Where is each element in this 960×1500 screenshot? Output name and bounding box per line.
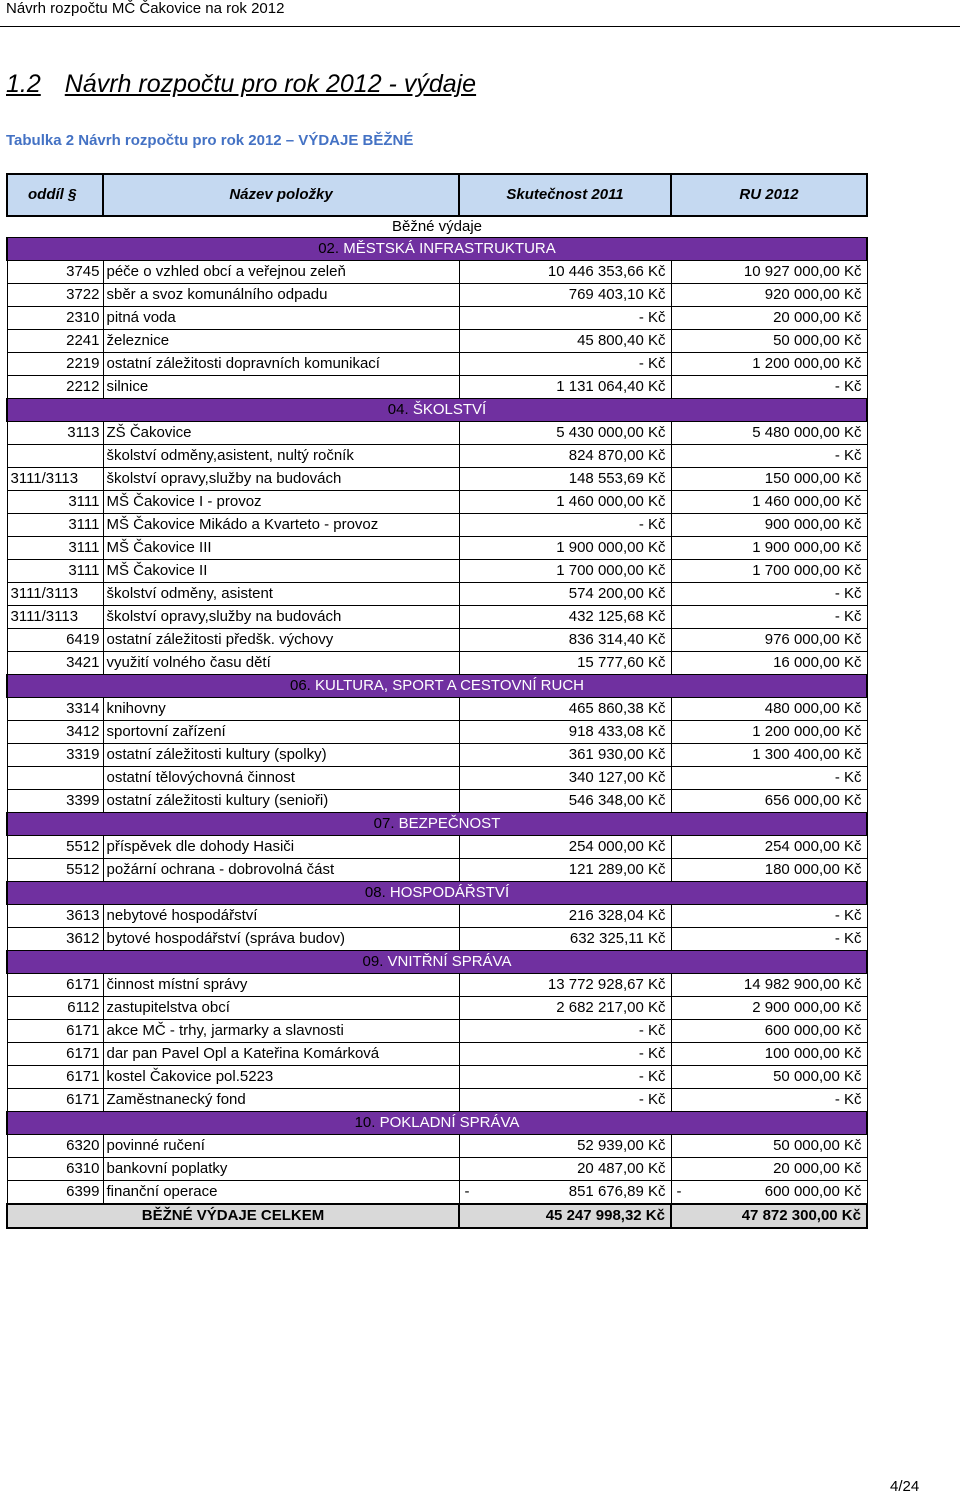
row-actual-value: 5 430 000,00 Kč — [556, 424, 666, 441]
negative-sign: - — [464, 1183, 470, 1200]
row-budget — [671, 307, 867, 330]
row-budget — [671, 1135, 867, 1158]
row-budget-value: 1 200 000,00 Kč — [752, 355, 862, 372]
row-name: ostatní záležitosti dopravních komunikací — [103, 353, 459, 376]
table-row — [7, 606, 867, 629]
row-code: 3111 — [7, 514, 103, 537]
section-label-row — [7, 216, 867, 238]
row-actual-value: 254 000,00 Kč — [568, 838, 666, 855]
row-budget — [671, 491, 867, 514]
row-actual-value: - Kč — [638, 309, 666, 326]
row-actual — [459, 284, 671, 307]
row-actual — [459, 583, 671, 606]
row-code: 5512 — [7, 836, 103, 859]
row-actual — [459, 928, 671, 951]
row-budget-value: 1 900 000,00 Kč — [752, 539, 862, 556]
row-code — [7, 445, 103, 468]
row-budget — [671, 698, 867, 721]
row-actual-value: 1 900 000,00 Kč — [556, 539, 666, 556]
row-actual-value: 340 127,00 Kč — [568, 769, 666, 786]
row-budget-value: - Kč — [834, 769, 862, 786]
row-budget — [671, 1066, 867, 1089]
table-row — [7, 744, 867, 767]
row-actual — [459, 560, 671, 583]
row-actual — [459, 652, 671, 675]
row-budget — [671, 1020, 867, 1043]
table-row — [7, 445, 867, 468]
row-code: 3111/3113 — [7, 468, 103, 491]
row-budget-value: - Kč — [834, 608, 862, 625]
row-actual — [459, 629, 671, 652]
table-row — [7, 721, 867, 744]
row-actual-value: 769 403,10 Kč — [568, 286, 666, 303]
row-budget-value: 20 000,00 Kč — [773, 1160, 862, 1177]
row-actual-value: 15 777,60 Kč — [577, 654, 666, 671]
row-actual — [459, 376, 671, 399]
column-header-code: oddíl § — [7, 174, 103, 216]
row-budget — [671, 422, 867, 445]
row-budget — [671, 1158, 867, 1181]
category-title — [7, 951, 867, 974]
row-actual-value: 1 131 064,40 Kč — [556, 378, 666, 395]
row-actual — [459, 261, 671, 284]
row-actual — [459, 1135, 671, 1158]
row-budget-value: 254 000,00 Kč — [764, 838, 862, 855]
table-row — [7, 790, 867, 813]
table-row — [7, 491, 867, 514]
row-actual-value: - Kč — [638, 355, 666, 372]
row-budget — [671, 560, 867, 583]
row-actual-value: - Kč — [638, 1022, 666, 1039]
row-actual-value: - Kč — [638, 516, 666, 533]
category-name: HOSPODÁŘSTVÍ — [389, 884, 510, 901]
row-budget — [671, 606, 867, 629]
row-actual-value: 10 446 353,66 Kč — [547, 263, 666, 280]
row-budget-value: - Kč — [834, 1091, 862, 1108]
category-name: MĚSTSKÁ INFRASTRUKTURA — [343, 240, 556, 257]
row-budget — [671, 537, 867, 560]
row-budget-value: 16 000,00 Kč — [773, 654, 862, 671]
row-name: bytové hospodářství (správa budov) — [103, 928, 459, 951]
budget-table — [6, 173, 868, 1229]
row-actual — [459, 1089, 671, 1112]
category-title — [7, 882, 867, 905]
row-code: 3111 — [7, 491, 103, 514]
row-name: sběr a svoz komunálního odpadu — [103, 284, 459, 307]
row-actual — [459, 1066, 671, 1089]
row-actual-value: 148 553,69 Kč — [568, 470, 666, 487]
category-row — [7, 951, 867, 974]
row-code: 3111 — [7, 537, 103, 560]
row-actual — [459, 537, 671, 560]
category-title — [7, 399, 867, 422]
row-name: ostatní záležitosti kultury (senioři) — [103, 790, 459, 813]
row-name: využití volného času dětí — [103, 652, 459, 675]
row-code: 3421 — [7, 652, 103, 675]
row-name: školství odměny,asistent, nultý ročník — [103, 445, 459, 468]
row-name: školství opravy,služby na budovách — [103, 468, 459, 491]
row-name: péče o vzhled obcí a veřejnou zeleň — [103, 261, 459, 284]
row-actual — [459, 836, 671, 859]
row-budget — [671, 261, 867, 284]
row-name: kostel Čakovice pol.5223 — [103, 1066, 459, 1089]
row-actual — [459, 1020, 671, 1043]
row-code: 3722 — [7, 284, 103, 307]
row-budget-value: 1 200 000,00 Kč — [752, 723, 862, 740]
row-code: 3111/3113 — [7, 583, 103, 606]
row-budget-value: 50 000,00 Kč — [773, 1137, 862, 1154]
category-row — [7, 1112, 867, 1135]
row-budget — [671, 445, 867, 468]
row-code: 5512 — [7, 859, 103, 882]
category-number: 07. — [373, 815, 395, 832]
row-actual-value: 1 700 000,00 Kč — [556, 562, 666, 579]
page-header: Návrh rozpočtu MČ Čakovice na rok 2012 — [6, 0, 285, 17]
category-row — [7, 813, 867, 836]
total-row — [7, 1204, 867, 1228]
table-row — [7, 422, 867, 445]
row-budget-value: 1 300 400,00 Kč — [752, 746, 862, 763]
row-budget-value: - Kč — [834, 447, 862, 464]
table-row — [7, 1089, 867, 1112]
row-actual-value: 45 800,40 Kč — [577, 332, 666, 349]
row-code: 2241 — [7, 330, 103, 353]
row-budget-value: 480 000,00 Kč — [764, 700, 862, 717]
row-code: 3412 — [7, 721, 103, 744]
table-row — [7, 537, 867, 560]
row-actual — [459, 1181, 671, 1205]
row-name: silnice — [103, 376, 459, 399]
category-number: 04. — [387, 401, 409, 418]
row-actual — [459, 353, 671, 376]
row-name: povinné ručení — [103, 1135, 459, 1158]
row-code: 3745 — [7, 261, 103, 284]
table-row — [7, 1043, 867, 1066]
row-budget-value: - Kč — [834, 930, 862, 947]
category-title — [7, 813, 867, 836]
category-name: KULTURA, SPORT A CESTOVNÍ RUCH — [315, 677, 584, 694]
row-budget — [671, 767, 867, 790]
row-budget — [671, 721, 867, 744]
row-actual-value: 361 930,00 Kč — [568, 746, 666, 763]
row-budget — [671, 583, 867, 606]
row-actual-value: 632 325,11 Kč — [569, 930, 666, 947]
row-code: 2310 — [7, 307, 103, 330]
row-name: ZŠ Čakovice — [103, 422, 459, 445]
row-budget-value: 14 982 900,00 Kč — [743, 976, 862, 993]
row-budget-value: 600 000,00 Kč — [764, 1183, 862, 1200]
row-code: 6171 — [7, 1020, 103, 1043]
row-name: činnost místní správy — [103, 974, 459, 997]
category-number: 09. — [362, 953, 384, 970]
table-row — [7, 974, 867, 997]
column-header-actual: Skutečnost 2011 — [459, 174, 671, 216]
table-row — [7, 261, 867, 284]
category-title — [7, 238, 867, 261]
row-name: požární ochrana - dobrovolná část — [103, 859, 459, 882]
row-code: 6320 — [7, 1135, 103, 1158]
table-row — [7, 1181, 867, 1205]
row-actual — [459, 445, 671, 468]
row-budget — [671, 330, 867, 353]
section-number: 1.2 — [6, 70, 41, 98]
table-row — [7, 1135, 867, 1158]
table-row — [7, 1066, 867, 1089]
section-title: Návrh rozpočtu pro rok 2012 - výdaje — [64, 70, 477, 98]
row-name: železnice — [103, 330, 459, 353]
row-name: MŠ Čakovice II — [103, 560, 459, 583]
category-name: BEZPEČNOST — [398, 815, 501, 832]
category-number: 02. — [318, 240, 340, 257]
row-actual-value: 2 682 217,00 Kč — [556, 999, 666, 1016]
row-name: sportovní zařízení — [103, 721, 459, 744]
category-number: 10. — [354, 1114, 376, 1131]
table-row — [7, 353, 867, 376]
row-code: 3314 — [7, 698, 103, 721]
row-name: akce MČ - trhy, jarmarky a slavnosti — [103, 1020, 459, 1043]
row-budget-value: 180 000,00 Kč — [764, 861, 862, 878]
row-code: 3399 — [7, 790, 103, 813]
row-budget — [671, 514, 867, 537]
row-budget-value: 100 000,00 Kč — [764, 1045, 862, 1062]
row-actual — [459, 767, 671, 790]
table-row — [7, 1020, 867, 1043]
row-actual-value: 824 870,00 Kč — [568, 447, 666, 464]
row-actual-value: 546 348,00 Kč — [568, 792, 666, 809]
row-name: bankovní poplatky — [103, 1158, 459, 1181]
row-budget-value: 976 000,00 Kč — [764, 631, 862, 648]
row-budget — [671, 284, 867, 307]
row-code: 6171 — [7, 1043, 103, 1066]
row-actual-value: 432 125,68 Kč — [568, 608, 666, 625]
row-budget — [671, 974, 867, 997]
row-code: 6112 — [7, 997, 103, 1020]
row-code: 6171 — [7, 1089, 103, 1112]
category-row — [7, 675, 867, 698]
row-name: MŠ Čakovice I - provoz — [103, 491, 459, 514]
row-budget — [671, 376, 867, 399]
table-row — [7, 652, 867, 675]
section-heading — [6, 70, 476, 99]
category-row — [7, 882, 867, 905]
row-actual — [459, 997, 671, 1020]
row-actual — [459, 1158, 671, 1181]
table-row — [7, 836, 867, 859]
row-actual-value: 121 289,00 Kč — [568, 861, 666, 878]
row-name: zastupitelstva obcí — [103, 997, 459, 1020]
row-budget — [671, 652, 867, 675]
table-header-row — [7, 174, 867, 216]
row-actual — [459, 1043, 671, 1066]
row-actual-value: 851 676,89 Kč — [568, 1183, 666, 1200]
table-row — [7, 928, 867, 951]
row-budget-value: - Kč — [834, 378, 862, 395]
row-code: 2212 — [7, 376, 103, 399]
row-name: Zaměstnanecký fond — [103, 1089, 459, 1112]
table-row — [7, 1158, 867, 1181]
row-actual-value: 574 200,00 Kč — [568, 585, 666, 602]
row-budget-value: 2 900 000,00 Kč — [752, 999, 862, 1016]
row-code: 6419 — [7, 629, 103, 652]
row-actual-value: - Kč — [638, 1091, 666, 1108]
row-actual-value: 1 460 000,00 Kč — [556, 493, 666, 510]
row-actual — [459, 514, 671, 537]
section-label: Běžné výdaje — [7, 216, 867, 238]
total-budget: 47 872 300,00 Kč — [671, 1204, 867, 1228]
row-budget-value: 1 700 000,00 Kč — [752, 562, 862, 579]
row-budget — [671, 928, 867, 951]
category-name: VNITŘNÍ SPRÁVA — [387, 953, 512, 970]
row-budget — [671, 836, 867, 859]
row-actual-value: 20 487,00 Kč — [577, 1160, 666, 1177]
row-actual-value: - Kč — [638, 1045, 666, 1062]
row-actual — [459, 307, 671, 330]
row-budget-value: 600 000,00 Kč — [764, 1022, 862, 1039]
row-code: 6171 — [7, 1066, 103, 1089]
table-row — [7, 560, 867, 583]
row-budget — [671, 629, 867, 652]
row-code: 6310 — [7, 1158, 103, 1181]
category-row — [7, 238, 867, 261]
category-name: ŠKOLSTVÍ — [412, 401, 487, 418]
row-budget — [671, 353, 867, 376]
row-budget — [671, 1181, 867, 1205]
row-budget — [671, 744, 867, 767]
table-row — [7, 905, 867, 928]
row-actual — [459, 468, 671, 491]
table-row — [7, 698, 867, 721]
row-code: 3612 — [7, 928, 103, 951]
row-code: 6171 — [7, 974, 103, 997]
row-budget-value: - Kč — [834, 907, 862, 924]
row-actual — [459, 790, 671, 813]
row-budget — [671, 468, 867, 491]
row-actual — [459, 330, 671, 353]
column-header-name: Název položky — [103, 174, 459, 216]
row-actual — [459, 698, 671, 721]
row-actual-value: - Kč — [638, 1068, 666, 1085]
category-name: POKLADNÍ SPRÁVA — [379, 1114, 520, 1131]
row-actual-value: 918 433,08 Kč — [568, 723, 666, 740]
row-actual-value: 465 860,38 Kč — [568, 700, 666, 717]
row-budget-value: 656 000,00 Kč — [764, 792, 862, 809]
row-name: školství opravy,služby na budovách — [103, 606, 459, 629]
row-actual-value: 216 328,04 Kč — [568, 907, 666, 924]
row-budget-value: 150 000,00 Kč — [764, 470, 862, 487]
row-actual — [459, 721, 671, 744]
header-rule — [0, 26, 960, 27]
row-budget — [671, 997, 867, 1020]
row-actual — [459, 744, 671, 767]
row-code: 3111/3113 — [7, 606, 103, 629]
row-code: 6399 — [7, 1181, 103, 1205]
category-number: 08. — [364, 884, 386, 901]
row-code: 2219 — [7, 353, 103, 376]
row-name: školství odměny, asistent — [103, 583, 459, 606]
row-name: MŠ Čakovice III — [103, 537, 459, 560]
row-budget-value: 10 927 000,00 Kč — [743, 263, 862, 280]
row-name: nebytové hospodářství — [103, 905, 459, 928]
row-budget-value: 900 000,00 Kč — [764, 516, 862, 533]
category-title — [7, 675, 867, 698]
table-row — [7, 997, 867, 1020]
row-name: ostatní záležitosti předšk. výchovy — [103, 629, 459, 652]
row-name: ostatní tělovýchovná činnost — [103, 767, 459, 790]
row-name: finanční operace — [103, 1181, 459, 1205]
row-code: 3111 — [7, 560, 103, 583]
row-name: pitná voda — [103, 307, 459, 330]
row-budget-value: 920 000,00 Kč — [764, 286, 862, 303]
category-number: 06. — [290, 677, 311, 694]
total-actual: 45 247 998,32 Kč — [459, 1204, 671, 1228]
table-row — [7, 859, 867, 882]
table-row — [7, 307, 867, 330]
row-budget-value: 50 000,00 Kč — [773, 332, 862, 349]
table-row — [7, 514, 867, 537]
row-actual-value: 52 939,00 Kč — [577, 1137, 666, 1154]
row-budget — [671, 859, 867, 882]
row-budget — [671, 905, 867, 928]
row-budget-value: - Kč — [834, 585, 862, 602]
row-budget — [671, 1043, 867, 1066]
row-actual — [459, 606, 671, 629]
row-actual-value: 836 314,40 Kč — [568, 631, 666, 648]
row-actual — [459, 859, 671, 882]
category-title — [7, 1112, 867, 1135]
table-row — [7, 583, 867, 606]
category-row — [7, 399, 867, 422]
negative-sign: - — [676, 1183, 682, 1200]
row-actual — [459, 491, 671, 514]
row-actual — [459, 974, 671, 997]
column-header-budget: RU 2012 — [671, 174, 867, 216]
row-actual — [459, 422, 671, 445]
row-name: knihovny — [103, 698, 459, 721]
row-code: 3113 — [7, 422, 103, 445]
row-budget — [671, 790, 867, 813]
table-row — [7, 376, 867, 399]
row-code: 3613 — [7, 905, 103, 928]
row-budget — [671, 1089, 867, 1112]
row-name: ostatní záležitosti kultury (spolky) — [103, 744, 459, 767]
total-label: BĚŽNÉ VÝDAJE CELKEM — [7, 1204, 459, 1228]
row-budget-value: 50 000,00 Kč — [773, 1068, 862, 1085]
table-caption: Tabulka 2 Návrh rozpočtu pro rok 2012 – VÝDAJE BĚŽNÉ — [6, 132, 414, 149]
row-name: příspěvek dle dohody Hasiči — [103, 836, 459, 859]
row-name: MŠ Čakovice Mikádo a Kvarteto - provoz — [103, 514, 459, 537]
table-row — [7, 468, 867, 491]
row-actual-value: 13 772 928,67 Kč — [547, 976, 666, 993]
row-name: dar pan Pavel Opl a Kateřina Komárková — [103, 1043, 459, 1066]
row-budget-value: 20 000,00 Kč — [773, 309, 862, 326]
page-number: 4/24 — [890, 1478, 920, 1495]
row-code: 3319 — [7, 744, 103, 767]
row-budget-value: 5 480 000,00 Kč — [752, 424, 862, 441]
row-code — [7, 767, 103, 790]
table-row — [7, 767, 867, 790]
table-row — [7, 284, 867, 307]
table-row — [7, 330, 867, 353]
row-budget-value: 1 460 000,00 Kč — [752, 493, 862, 510]
row-actual — [459, 905, 671, 928]
table-row — [7, 629, 867, 652]
